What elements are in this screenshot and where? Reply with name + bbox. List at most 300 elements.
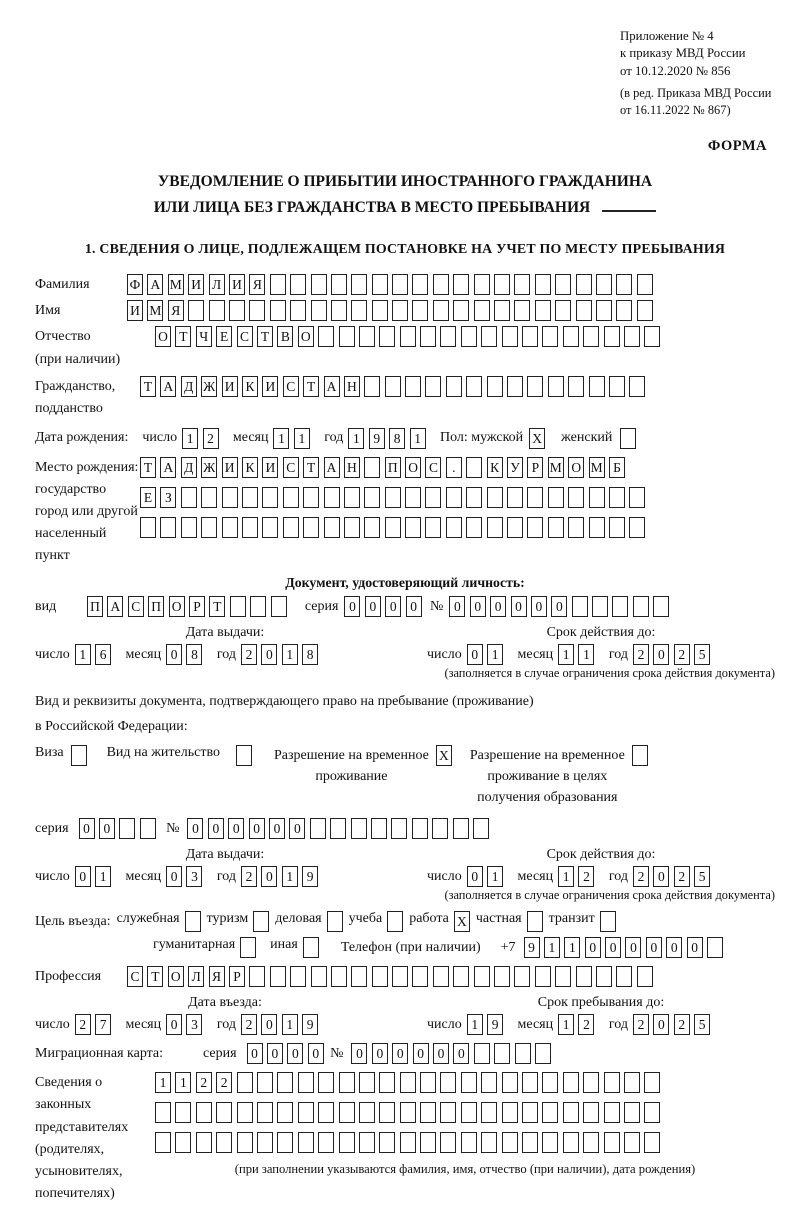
char-box[interactable] bbox=[331, 300, 347, 321]
char-box[interactable] bbox=[592, 596, 608, 617]
char-box[interactable]: 1 bbox=[544, 937, 560, 958]
char-box[interactable]: 1 bbox=[282, 1014, 298, 1035]
char-box[interactable]: 2 bbox=[674, 1014, 690, 1035]
char-box[interactable] bbox=[339, 326, 355, 347]
char-box[interactable]: 2 bbox=[674, 644, 690, 665]
char-box[interactable] bbox=[440, 1072, 456, 1093]
char-box[interactable]: 0 bbox=[287, 1043, 303, 1064]
char-box[interactable]: О bbox=[568, 457, 584, 478]
char-box[interactable] bbox=[249, 300, 265, 321]
char-box[interactable] bbox=[514, 300, 530, 321]
char-box[interactable] bbox=[604, 1132, 620, 1153]
char-box[interactable]: 1 bbox=[273, 428, 289, 449]
char-box[interactable]: 2 bbox=[241, 644, 257, 665]
char-box[interactable]: С bbox=[128, 596, 144, 617]
char-box[interactable] bbox=[461, 1132, 477, 1153]
char-box[interactable] bbox=[277, 1102, 293, 1123]
char-box[interactable] bbox=[405, 487, 421, 508]
char-box[interactable]: 1 bbox=[155, 1072, 171, 1093]
char-box[interactable] bbox=[440, 1102, 456, 1123]
char-box[interactable] bbox=[385, 376, 401, 397]
char-box[interactable] bbox=[576, 300, 592, 321]
char-box[interactable] bbox=[310, 818, 326, 839]
char-box[interactable] bbox=[555, 300, 571, 321]
char-box[interactable]: 0 bbox=[261, 866, 277, 887]
char-box[interactable]: 0 bbox=[413, 1043, 429, 1064]
char-box[interactable]: Л bbox=[188, 966, 204, 987]
char-box[interactable]: Т bbox=[147, 966, 163, 987]
char-box[interactable] bbox=[616, 274, 632, 295]
char-box[interactable]: Т bbox=[303, 457, 319, 478]
purpose-tourism-checkbox[interactable] bbox=[253, 911, 269, 932]
char-box[interactable]: 1 bbox=[348, 428, 364, 449]
char-box[interactable]: 1 bbox=[182, 428, 198, 449]
char-box[interactable]: 0 bbox=[247, 1043, 263, 1064]
char-box[interactable] bbox=[502, 1102, 518, 1123]
char-box[interactable]: 0 bbox=[470, 596, 486, 617]
char-box[interactable] bbox=[303, 517, 319, 538]
char-box[interactable] bbox=[433, 274, 449, 295]
char-box[interactable] bbox=[461, 326, 477, 347]
char-box[interactable] bbox=[494, 274, 510, 295]
char-box[interactable] bbox=[196, 1132, 212, 1153]
char-box[interactable] bbox=[576, 274, 592, 295]
char-box[interactable] bbox=[637, 966, 653, 987]
char-box[interactable] bbox=[283, 517, 299, 538]
char-box[interactable] bbox=[481, 1072, 497, 1093]
purpose-other-checkbox[interactable] bbox=[303, 937, 319, 958]
char-box[interactable] bbox=[568, 376, 584, 397]
char-box[interactable]: 2 bbox=[75, 1014, 91, 1035]
char-box[interactable]: 1 bbox=[282, 644, 298, 665]
char-box[interactable]: 5 bbox=[694, 866, 710, 887]
purpose-business-checkbox[interactable] bbox=[327, 911, 343, 932]
char-box[interactable]: 9 bbox=[487, 1014, 503, 1035]
char-box[interactable] bbox=[440, 1132, 456, 1153]
char-box[interactable]: М bbox=[589, 457, 605, 478]
char-box[interactable] bbox=[542, 1132, 558, 1153]
char-box[interactable] bbox=[237, 1072, 253, 1093]
char-box[interactable]: 3 bbox=[186, 866, 202, 887]
char-box[interactable] bbox=[222, 487, 238, 508]
char-box[interactable]: Ж bbox=[201, 457, 217, 478]
char-box[interactable]: О bbox=[405, 457, 421, 478]
char-box[interactable] bbox=[391, 818, 407, 839]
char-box[interactable]: С bbox=[283, 376, 299, 397]
char-box[interactable]: С bbox=[283, 457, 299, 478]
char-box[interactable] bbox=[400, 326, 416, 347]
char-box[interactable] bbox=[474, 300, 490, 321]
char-box[interactable] bbox=[502, 1072, 518, 1093]
char-box[interactable]: Е bbox=[140, 487, 156, 508]
char-box[interactable] bbox=[609, 376, 625, 397]
purpose-official-checkbox[interactable] bbox=[185, 911, 201, 932]
char-box[interactable] bbox=[140, 818, 156, 839]
char-box[interactable]: В bbox=[277, 326, 293, 347]
char-box[interactable]: 2 bbox=[578, 866, 594, 887]
char-box[interactable]: 0 bbox=[433, 1043, 449, 1064]
char-box[interactable]: 0 bbox=[453, 1043, 469, 1064]
char-box[interactable]: 1 bbox=[558, 1014, 574, 1035]
char-box[interactable] bbox=[277, 1072, 293, 1093]
char-box[interactable]: 2 bbox=[674, 866, 690, 887]
char-box[interactable] bbox=[318, 1132, 334, 1153]
char-box[interactable] bbox=[555, 966, 571, 987]
char-box[interactable] bbox=[339, 1072, 355, 1093]
char-box[interactable] bbox=[453, 274, 469, 295]
char-box[interactable] bbox=[644, 1132, 660, 1153]
char-box[interactable]: 0 bbox=[605, 937, 621, 958]
char-box[interactable]: М bbox=[147, 300, 163, 321]
char-box[interactable] bbox=[644, 1072, 660, 1093]
char-box[interactable]: Я bbox=[209, 966, 225, 987]
char-box[interactable] bbox=[481, 1102, 497, 1123]
char-box[interactable] bbox=[446, 517, 462, 538]
char-box[interactable] bbox=[425, 376, 441, 397]
char-box[interactable] bbox=[392, 274, 408, 295]
char-box[interactable] bbox=[359, 326, 375, 347]
char-box[interactable]: А bbox=[160, 376, 176, 397]
char-box[interactable]: Я bbox=[249, 274, 265, 295]
char-box[interactable] bbox=[514, 274, 530, 295]
char-box[interactable]: 0 bbox=[187, 818, 203, 839]
char-box[interactable]: Д bbox=[181, 376, 197, 397]
char-box[interactable] bbox=[604, 326, 620, 347]
char-box[interactable]: И bbox=[222, 457, 238, 478]
char-box[interactable] bbox=[514, 966, 530, 987]
char-box[interactable]: 0 bbox=[653, 1014, 669, 1035]
char-box[interactable] bbox=[535, 966, 551, 987]
char-box[interactable]: Л bbox=[209, 274, 225, 295]
purpose-humanitarian-checkbox[interactable] bbox=[240, 937, 256, 958]
char-box[interactable] bbox=[339, 1102, 355, 1123]
char-box[interactable]: Т bbox=[140, 457, 156, 478]
char-box[interactable] bbox=[633, 596, 649, 617]
char-box[interactable] bbox=[155, 1132, 171, 1153]
char-box[interactable] bbox=[535, 1043, 551, 1064]
char-box[interactable] bbox=[344, 487, 360, 508]
char-box[interactable]: Р bbox=[189, 596, 205, 617]
char-box[interactable]: 1 bbox=[558, 644, 574, 665]
char-box[interactable] bbox=[298, 1132, 314, 1153]
char-box[interactable]: 1 bbox=[282, 866, 298, 887]
char-box[interactable]: А bbox=[160, 457, 176, 478]
char-box[interactable] bbox=[420, 1102, 436, 1123]
char-box[interactable] bbox=[250, 596, 266, 617]
char-box[interactable]: 1 bbox=[578, 644, 594, 665]
char-box[interactable] bbox=[385, 487, 401, 508]
char-box[interactable] bbox=[351, 274, 367, 295]
char-box[interactable] bbox=[466, 376, 482, 397]
char-box[interactable]: М bbox=[548, 457, 564, 478]
char-box[interactable] bbox=[257, 1102, 273, 1123]
char-box[interactable]: 1 bbox=[175, 1072, 191, 1093]
purpose-transit-checkbox[interactable] bbox=[600, 911, 616, 932]
char-box[interactable] bbox=[440, 326, 456, 347]
char-box[interactable]: 9 bbox=[302, 1014, 318, 1035]
char-box[interactable]: 1 bbox=[487, 644, 503, 665]
char-box[interactable]: Т bbox=[257, 326, 273, 347]
char-box[interactable] bbox=[653, 596, 669, 617]
char-box[interactable] bbox=[629, 487, 645, 508]
char-box[interactable] bbox=[494, 966, 510, 987]
char-box[interactable] bbox=[507, 487, 523, 508]
char-box[interactable] bbox=[364, 376, 380, 397]
char-box[interactable] bbox=[155, 1102, 171, 1123]
char-box[interactable]: 3 bbox=[186, 1014, 202, 1035]
char-box[interactable] bbox=[405, 517, 421, 538]
char-box[interactable]: Т bbox=[175, 326, 191, 347]
char-box[interactable] bbox=[563, 326, 579, 347]
char-box[interactable] bbox=[181, 517, 197, 538]
char-box[interactable]: У bbox=[507, 457, 523, 478]
char-box[interactable] bbox=[453, 966, 469, 987]
char-box[interactable] bbox=[237, 1102, 253, 1123]
char-box[interactable]: 0 bbox=[289, 818, 305, 839]
char-box[interactable] bbox=[644, 326, 660, 347]
char-box[interactable]: 1 bbox=[294, 428, 310, 449]
char-box[interactable] bbox=[385, 517, 401, 538]
char-box[interactable]: 0 bbox=[653, 644, 669, 665]
char-box[interactable]: 2 bbox=[633, 644, 649, 665]
char-box[interactable]: Ч bbox=[196, 326, 212, 347]
char-box[interactable] bbox=[257, 1072, 273, 1093]
char-box[interactable]: 1 bbox=[558, 866, 574, 887]
char-box[interactable]: И bbox=[188, 274, 204, 295]
char-box[interactable] bbox=[270, 300, 286, 321]
char-box[interactable] bbox=[596, 966, 612, 987]
char-box[interactable]: О bbox=[169, 596, 185, 617]
char-box[interactable]: 0 bbox=[269, 818, 285, 839]
char-box[interactable]: Б bbox=[609, 457, 625, 478]
char-box[interactable] bbox=[502, 326, 518, 347]
char-box[interactable] bbox=[507, 376, 523, 397]
char-box[interactable] bbox=[318, 1102, 334, 1123]
char-box[interactable]: М bbox=[168, 274, 184, 295]
char-box[interactable] bbox=[257, 1132, 273, 1153]
char-box[interactable] bbox=[188, 300, 204, 321]
char-box[interactable] bbox=[359, 1132, 375, 1153]
char-box[interactable] bbox=[277, 1132, 293, 1153]
char-box[interactable] bbox=[318, 1072, 334, 1093]
char-box[interactable] bbox=[364, 457, 380, 478]
char-box[interactable] bbox=[616, 966, 632, 987]
char-box[interactable] bbox=[494, 300, 510, 321]
char-box[interactable]: И bbox=[222, 376, 238, 397]
char-box[interactable]: С bbox=[237, 326, 253, 347]
char-box[interactable] bbox=[548, 487, 564, 508]
char-box[interactable]: 0 bbox=[365, 596, 381, 617]
residence-permit-checkbox[interactable] bbox=[236, 745, 252, 766]
char-box[interactable] bbox=[481, 1132, 497, 1153]
sex-male-checkbox[interactable]: X bbox=[529, 428, 545, 449]
char-box[interactable]: 0 bbox=[585, 937, 601, 958]
char-box[interactable] bbox=[535, 300, 551, 321]
char-box[interactable]: А bbox=[324, 457, 340, 478]
char-box[interactable]: А bbox=[147, 274, 163, 295]
char-box[interactable] bbox=[446, 487, 462, 508]
char-box[interactable]: 0 bbox=[406, 596, 422, 617]
char-box[interactable]: 8 bbox=[389, 428, 405, 449]
char-box[interactable] bbox=[371, 818, 387, 839]
purpose-private-checkbox[interactable] bbox=[527, 911, 543, 932]
char-box[interactable]: 0 bbox=[344, 596, 360, 617]
char-box[interactable] bbox=[290, 300, 306, 321]
char-box[interactable] bbox=[583, 1102, 599, 1123]
char-box[interactable]: 6 bbox=[95, 644, 111, 665]
char-box[interactable] bbox=[160, 517, 176, 538]
char-box[interactable] bbox=[196, 1102, 212, 1123]
char-box[interactable]: 1 bbox=[410, 428, 426, 449]
char-box[interactable]: 0 bbox=[490, 596, 506, 617]
char-box[interactable] bbox=[624, 1072, 640, 1093]
char-box[interactable] bbox=[270, 966, 286, 987]
char-box[interactable] bbox=[298, 1072, 314, 1093]
char-box[interactable] bbox=[400, 1072, 416, 1093]
char-box[interactable] bbox=[359, 1102, 375, 1123]
char-box[interactable] bbox=[589, 517, 605, 538]
char-box[interactable]: О bbox=[298, 326, 314, 347]
char-box[interactable]: 0 bbox=[392, 1043, 408, 1064]
char-box[interactable] bbox=[487, 517, 503, 538]
char-box[interactable]: 0 bbox=[308, 1043, 324, 1064]
char-box[interactable] bbox=[596, 300, 612, 321]
char-box[interactable]: О bbox=[155, 326, 171, 347]
char-box[interactable] bbox=[629, 517, 645, 538]
char-box[interactable] bbox=[216, 1102, 232, 1123]
char-box[interactable]: 9 bbox=[369, 428, 385, 449]
char-box[interactable]: П bbox=[87, 596, 103, 617]
char-box[interactable] bbox=[201, 487, 217, 508]
char-box[interactable]: 1 bbox=[487, 866, 503, 887]
char-box[interactable] bbox=[230, 596, 246, 617]
char-box[interactable] bbox=[405, 376, 421, 397]
char-box[interactable]: 2 bbox=[216, 1072, 232, 1093]
char-box[interactable] bbox=[351, 300, 367, 321]
char-box[interactable] bbox=[481, 326, 497, 347]
char-box[interactable]: 0 bbox=[687, 937, 703, 958]
char-box[interactable] bbox=[372, 966, 388, 987]
char-box[interactable] bbox=[583, 1072, 599, 1093]
char-box[interactable] bbox=[583, 326, 599, 347]
char-box[interactable]: 2 bbox=[196, 1072, 212, 1093]
char-box[interactable] bbox=[609, 487, 625, 508]
char-box[interactable]: 0 bbox=[511, 596, 527, 617]
char-box[interactable] bbox=[412, 300, 428, 321]
char-box[interactable]: 2 bbox=[241, 866, 257, 887]
char-box[interactable]: Я bbox=[168, 300, 184, 321]
char-box[interactable]: Ф bbox=[127, 274, 143, 295]
char-box[interactable]: 0 bbox=[351, 1043, 367, 1064]
char-box[interactable] bbox=[576, 966, 592, 987]
char-box[interactable]: П bbox=[148, 596, 164, 617]
char-box[interactable]: Т bbox=[209, 596, 225, 617]
char-box[interactable] bbox=[175, 1132, 191, 1153]
char-box[interactable] bbox=[548, 517, 564, 538]
char-box[interactable] bbox=[372, 274, 388, 295]
char-box[interactable] bbox=[400, 1102, 416, 1123]
char-box[interactable]: 0 bbox=[208, 818, 224, 839]
char-box[interactable]: Н bbox=[344, 376, 360, 397]
char-box[interactable]: . bbox=[446, 457, 462, 478]
char-box[interactable] bbox=[522, 1072, 538, 1093]
char-box[interactable]: 0 bbox=[267, 1043, 283, 1064]
char-box[interactable] bbox=[474, 966, 490, 987]
char-box[interactable] bbox=[364, 487, 380, 508]
char-box[interactable] bbox=[229, 300, 245, 321]
char-box[interactable] bbox=[412, 966, 428, 987]
char-box[interactable]: И bbox=[127, 300, 143, 321]
char-box[interactable] bbox=[242, 487, 258, 508]
char-box[interactable] bbox=[563, 1102, 579, 1123]
char-box[interactable]: 0 bbox=[166, 644, 182, 665]
char-box[interactable] bbox=[330, 818, 346, 839]
char-box[interactable] bbox=[596, 274, 612, 295]
char-box[interactable] bbox=[216, 1132, 232, 1153]
char-box[interactable] bbox=[502, 1132, 518, 1153]
char-box[interactable] bbox=[379, 326, 395, 347]
char-box[interactable]: Ж bbox=[201, 376, 217, 397]
char-box[interactable]: 7 bbox=[95, 1014, 111, 1035]
char-box[interactable] bbox=[522, 326, 538, 347]
char-box[interactable]: Р bbox=[229, 966, 245, 987]
char-box[interactable] bbox=[249, 966, 265, 987]
char-box[interactable] bbox=[372, 300, 388, 321]
char-box[interactable]: Т bbox=[140, 376, 156, 397]
char-box[interactable] bbox=[522, 1132, 538, 1153]
visa-checkbox[interactable] bbox=[71, 745, 87, 766]
char-box[interactable]: 8 bbox=[302, 644, 318, 665]
char-box[interactable] bbox=[271, 596, 287, 617]
char-box[interactable] bbox=[548, 376, 564, 397]
char-box[interactable]: 2 bbox=[241, 1014, 257, 1035]
char-box[interactable] bbox=[119, 818, 135, 839]
char-box[interactable] bbox=[707, 937, 723, 958]
char-box[interactable] bbox=[311, 300, 327, 321]
char-box[interactable]: Н bbox=[344, 457, 360, 478]
char-box[interactable]: 2 bbox=[203, 428, 219, 449]
char-box[interactable]: 0 bbox=[261, 1014, 277, 1035]
char-box[interactable] bbox=[473, 818, 489, 839]
char-box[interactable]: 0 bbox=[79, 818, 95, 839]
char-box[interactable] bbox=[474, 1043, 490, 1064]
char-box[interactable]: 5 bbox=[694, 1014, 710, 1035]
char-box[interactable]: 0 bbox=[646, 937, 662, 958]
char-box[interactable]: Е bbox=[216, 326, 232, 347]
char-box[interactable] bbox=[624, 326, 640, 347]
char-box[interactable] bbox=[644, 1102, 660, 1123]
char-box[interactable] bbox=[412, 274, 428, 295]
char-box[interactable] bbox=[604, 1102, 620, 1123]
temporary-residence-education-checkbox[interactable] bbox=[632, 745, 648, 766]
char-box[interactable] bbox=[420, 326, 436, 347]
char-box[interactable]: 1 bbox=[75, 644, 91, 665]
char-box[interactable] bbox=[392, 300, 408, 321]
char-box[interactable]: К bbox=[242, 457, 258, 478]
char-box[interactable] bbox=[201, 517, 217, 538]
char-box[interactable] bbox=[466, 517, 482, 538]
char-box[interactable]: И bbox=[229, 274, 245, 295]
char-box[interactable] bbox=[331, 966, 347, 987]
char-box[interactable]: 1 bbox=[467, 1014, 483, 1035]
char-box[interactable] bbox=[624, 1102, 640, 1123]
char-box[interactable] bbox=[542, 1072, 558, 1093]
char-box[interactable] bbox=[563, 1132, 579, 1153]
char-box[interactable]: 0 bbox=[166, 1014, 182, 1035]
char-box[interactable]: 0 bbox=[653, 866, 669, 887]
char-box[interactable]: 0 bbox=[261, 644, 277, 665]
char-box[interactable]: 0 bbox=[551, 596, 567, 617]
